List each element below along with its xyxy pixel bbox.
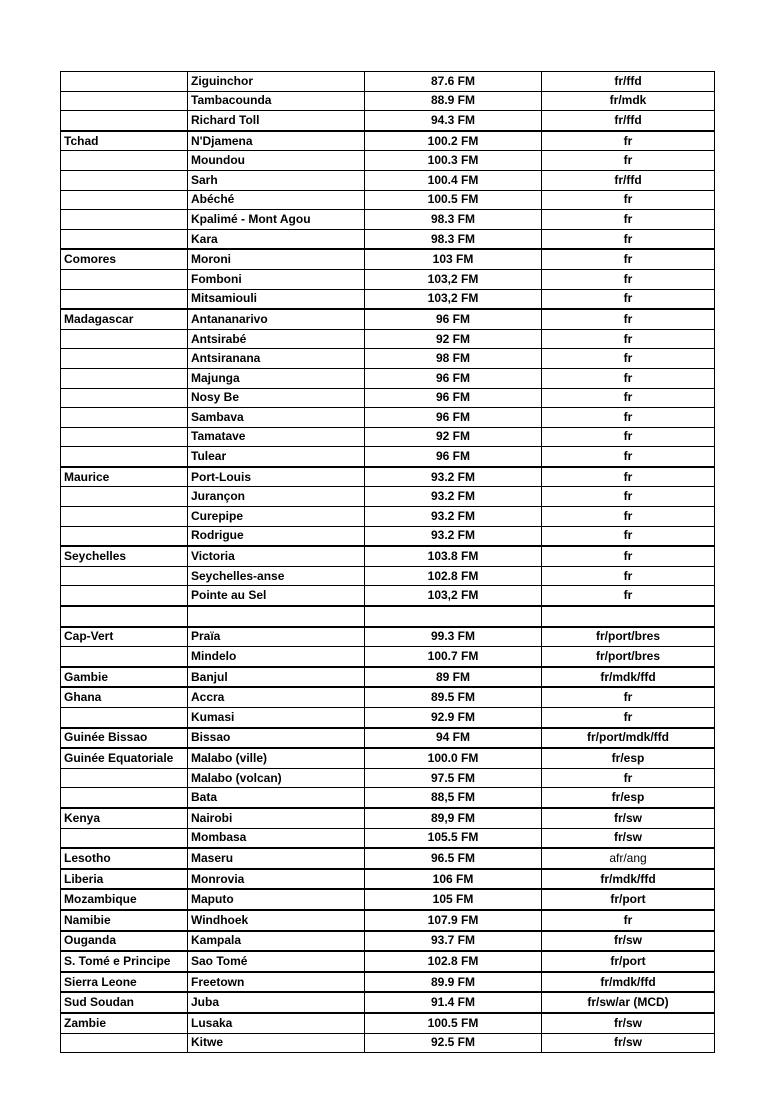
city-cell: Abéché [188, 190, 365, 210]
city-cell: Kara [188, 229, 365, 249]
table-row [61, 72, 715, 92]
country-cell: Maurice [61, 467, 188, 487]
language-cell: fr/port/bres [542, 627, 715, 647]
city-cell: Tulear [188, 447, 365, 467]
frequency-cell: 105.5 FM [365, 828, 542, 848]
frequency-cell: 92 FM [365, 329, 542, 349]
city-cell: Curepipe [188, 507, 365, 527]
country-cell [61, 151, 188, 171]
table-row [61, 507, 715, 527]
frequency-cell: 97.5 FM [365, 768, 542, 788]
table-row [61, 91, 715, 111]
city-cell: Freetown [188, 972, 365, 993]
language-cell: fr/mdk [542, 91, 715, 111]
table-row [61, 229, 715, 249]
country-cell [61, 349, 188, 369]
country-cell [61, 1033, 188, 1053]
table-row [61, 546, 715, 566]
table-row [61, 1013, 715, 1033]
language-cell: fr [542, 329, 715, 349]
frequency-cell: 100.5 FM [365, 190, 542, 210]
language-cell: fr [542, 289, 715, 309]
city-cell: Sarh [188, 170, 365, 190]
frequency-cell: 100.3 FM [365, 151, 542, 171]
country-cell: Comores [61, 249, 188, 269]
language-cell: fr [542, 131, 715, 151]
country-cell [61, 72, 188, 92]
language-cell: fr/sw [542, 808, 715, 828]
city-cell: Kampala [188, 931, 365, 952]
frequency-table-sheet [60, 71, 715, 1053]
country-cell: Seychelles [61, 546, 188, 566]
country-cell: Sud Soudan [61, 992, 188, 1013]
city-cell: Accra [188, 687, 365, 707]
frequency-cell: 100.5 FM [365, 1013, 542, 1033]
frequency-cell: 96 FM [365, 408, 542, 428]
language-cell: fr/port [542, 889, 715, 910]
table-row [61, 931, 715, 952]
table-row [61, 627, 715, 647]
table-row [61, 487, 715, 507]
frequency-cell: 96.5 FM [365, 848, 542, 869]
language-cell: fr [542, 349, 715, 369]
language-cell: fr/mdk/ffd [542, 667, 715, 688]
language-cell: fr [542, 687, 715, 707]
city-cell: Tambacounda [188, 91, 365, 111]
language-cell: fr [542, 427, 715, 447]
country-cell [61, 526, 188, 546]
language-cell: fr/sw [542, 1033, 715, 1053]
country-cell: Ghana [61, 687, 188, 707]
language-cell: fr [542, 368, 715, 388]
frequency-cell: 98 FM [365, 349, 542, 369]
city-cell: Port-Louis [188, 467, 365, 487]
language-cell: fr [542, 447, 715, 467]
table-row [61, 526, 715, 546]
table-row [61, 848, 715, 869]
frequency-cell: 93.7 FM [365, 931, 542, 952]
language-cell: fr [542, 309, 715, 329]
frequency-cell: 93.2 FM [365, 526, 542, 546]
city-cell: Juba [188, 992, 365, 1013]
table-row [61, 951, 715, 972]
language-cell: fr/ffd [542, 72, 715, 92]
language-cell: fr [542, 249, 715, 269]
country-cell [61, 91, 188, 111]
frequency-cell: 103 FM [365, 249, 542, 269]
frequency-cell: 92.9 FM [365, 708, 542, 728]
language-cell: fr [542, 408, 715, 428]
frequency-cell: 91.4 FM [365, 992, 542, 1013]
country-cell: S. Tomé e Principe [61, 951, 188, 972]
city-cell: Bata [188, 788, 365, 808]
frequency-cell: 100.0 FM [365, 748, 542, 768]
language-cell: fr/sw/ar (MCD) [542, 992, 715, 1013]
city-cell: Ziguinchor [188, 72, 365, 92]
table-row [61, 447, 715, 467]
table-row [61, 427, 715, 447]
country-cell: Tchad [61, 131, 188, 151]
frequency-cell: 102.8 FM [365, 951, 542, 972]
country-cell [61, 768, 188, 788]
frequency-cell: 96 FM [365, 447, 542, 467]
frequency-cell: 89.5 FM [365, 687, 542, 707]
city-cell: Kumasi [188, 708, 365, 728]
country-cell [61, 289, 188, 309]
country-cell: Namibie [61, 910, 188, 931]
frequency-cell: 107.9 FM [365, 910, 542, 931]
country-cell [61, 647, 188, 667]
city-cell: Malabo (ville) [188, 748, 365, 768]
city-cell: Majunga [188, 368, 365, 388]
table-row [61, 170, 715, 190]
frequency-cell: 105 FM [365, 889, 542, 910]
table-row [61, 1033, 715, 1053]
frequency-cell: 99.3 FM [365, 627, 542, 647]
table-row [61, 249, 715, 269]
city-cell: Banjul [188, 667, 365, 688]
city-cell: Bissao [188, 728, 365, 749]
language-cell: fr/esp [542, 748, 715, 768]
country-cell [61, 586, 188, 606]
country-cell [61, 329, 188, 349]
frequency-cell: 93.2 FM [365, 467, 542, 487]
language-cell: fr [542, 586, 715, 606]
frequency-cell: 92 FM [365, 427, 542, 447]
country-cell [61, 606, 188, 627]
table-row [61, 309, 715, 329]
table-row [61, 606, 715, 627]
city-cell: Seychelles-anse [188, 566, 365, 586]
table-row [61, 368, 715, 388]
country-cell: Guinée Bissao [61, 728, 188, 749]
frequency-cell: 103.8 FM [365, 546, 542, 566]
city-cell: Mindelo [188, 647, 365, 667]
table-row [61, 151, 715, 171]
language-cell: fr [542, 708, 715, 728]
language-cell: fr [542, 467, 715, 487]
language-cell: fr/ffd [542, 111, 715, 131]
frequency-cell: 96 FM [365, 368, 542, 388]
table-row [61, 728, 715, 749]
country-cell [61, 190, 188, 210]
country-cell [61, 229, 188, 249]
table-row [61, 889, 715, 910]
city-cell: Windhoek [188, 910, 365, 931]
city-cell: Richard Toll [188, 111, 365, 131]
country-cell [61, 788, 188, 808]
country-cell: Gambie [61, 667, 188, 688]
table-row [61, 566, 715, 586]
city-cell: Moundou [188, 151, 365, 171]
table-row [61, 687, 715, 707]
table-row [61, 111, 715, 131]
language-cell: fr/sw [542, 931, 715, 952]
table-row [61, 349, 715, 369]
frequency-cell: 103,2 FM [365, 586, 542, 606]
city-cell: Jurançon [188, 487, 365, 507]
table-row [61, 586, 715, 606]
frequency-cell: 100.2 FM [365, 131, 542, 151]
city-cell: Mitsamiouli [188, 289, 365, 309]
frequency-cell: 92.5 FM [365, 1033, 542, 1053]
city-cell: Moroni [188, 249, 365, 269]
frequency-cell: 88.9 FM [365, 91, 542, 111]
table-row [61, 869, 715, 890]
frequency-cell [365, 606, 542, 627]
country-cell [61, 566, 188, 586]
country-cell: Kenya [61, 808, 188, 828]
table-row [61, 269, 715, 289]
country-cell [61, 487, 188, 507]
frequency-cell: 93.2 FM [365, 487, 542, 507]
table-row [61, 788, 715, 808]
country-cell [61, 170, 188, 190]
table-row [61, 647, 715, 667]
city-cell: Lusaka [188, 1013, 365, 1033]
table-row [61, 408, 715, 428]
language-cell: fr [542, 526, 715, 546]
language-cell: fr [542, 269, 715, 289]
table-row [61, 768, 715, 788]
country-cell [61, 368, 188, 388]
country-cell: Ouganda [61, 931, 188, 952]
table-row [61, 467, 715, 487]
table-row [61, 808, 715, 828]
city-cell [188, 606, 365, 627]
city-cell: Kpalimé - Mont Agou [188, 210, 365, 230]
frequency-cell: 89 FM [365, 667, 542, 688]
country-cell: Zambie [61, 1013, 188, 1033]
city-cell: Pointe au Sel [188, 586, 365, 606]
city-cell: Rodrigue [188, 526, 365, 546]
language-cell: fr/port [542, 951, 715, 972]
table-row [61, 388, 715, 408]
country-cell: Sierra Leone [61, 972, 188, 993]
table-row [61, 972, 715, 993]
language-cell: fr/port/bres [542, 647, 715, 667]
frequency-cell: 100.7 FM [365, 647, 542, 667]
city-cell: Antsirabé [188, 329, 365, 349]
frequency-cell: 94.3 FM [365, 111, 542, 131]
country-cell [61, 408, 188, 428]
city-cell: Malabo (volcan) [188, 768, 365, 788]
city-cell: Victoria [188, 546, 365, 566]
language-cell: fr [542, 487, 715, 507]
language-cell: fr/esp [542, 788, 715, 808]
language-cell: fr [542, 388, 715, 408]
table-row [61, 910, 715, 931]
frequency-cell: 87.6 FM [365, 72, 542, 92]
country-cell [61, 427, 188, 447]
country-cell [61, 828, 188, 848]
frequency-cell: 93.2 FM [365, 507, 542, 527]
country-cell: Mozambique [61, 889, 188, 910]
language-cell: fr [542, 190, 715, 210]
language-cell: fr/ffd [542, 170, 715, 190]
city-cell: Monrovia [188, 869, 365, 890]
city-cell: Tamatave [188, 427, 365, 447]
language-cell: fr/sw [542, 1013, 715, 1033]
country-cell: Lesotho [61, 848, 188, 869]
city-cell: Kitwe [188, 1033, 365, 1053]
country-cell: Guinée Equatoriale [61, 748, 188, 768]
language-cell: fr [542, 566, 715, 586]
table-row [61, 210, 715, 230]
frequency-cell: 89.9 FM [365, 972, 542, 993]
language-cell: fr/sw [542, 828, 715, 848]
frequency-cell: 94 FM [365, 728, 542, 749]
frequency-cell: 100.4 FM [365, 170, 542, 190]
frequency-cell: 102.8 FM [365, 566, 542, 586]
frequency-cell: 98.3 FM [365, 210, 542, 230]
language-cell: fr [542, 229, 715, 249]
frequency-cell: 88,5 FM [365, 788, 542, 808]
country-cell [61, 507, 188, 527]
language-cell [542, 606, 715, 627]
language-cell: fr [542, 546, 715, 566]
frequency-table [60, 71, 715, 1053]
language-cell: fr [542, 910, 715, 931]
table-row [61, 992, 715, 1013]
table-row [61, 131, 715, 151]
city-cell: Nairobi [188, 808, 365, 828]
language-cell: fr [542, 768, 715, 788]
frequency-cell: 103,2 FM [365, 269, 542, 289]
frequency-cell: 89,9 FM [365, 808, 542, 828]
frequency-cell: 106 FM [365, 869, 542, 890]
city-cell: Sambava [188, 408, 365, 428]
country-cell [61, 269, 188, 289]
language-cell: fr [542, 507, 715, 527]
city-cell: N'Djamena [188, 131, 365, 151]
table-row [61, 329, 715, 349]
table-row [61, 708, 715, 728]
country-cell [61, 388, 188, 408]
frequency-cell: 96 FM [365, 309, 542, 329]
city-cell: Antananarivo [188, 309, 365, 329]
city-cell: Mombasa [188, 828, 365, 848]
country-cell [61, 210, 188, 230]
country-cell: Madagascar [61, 309, 188, 329]
city-cell: Maseru [188, 848, 365, 869]
language-cell: fr [542, 151, 715, 171]
frequency-cell: 96 FM [365, 388, 542, 408]
table-row [61, 667, 715, 688]
frequency-cell: 103,2 FM [365, 289, 542, 309]
country-cell: Cap-Vert [61, 627, 188, 647]
city-cell: Antsiranana [188, 349, 365, 369]
city-cell: Maputo [188, 889, 365, 910]
country-cell [61, 447, 188, 467]
language-cell: afr/ang [542, 848, 715, 869]
frequency-table-body [61, 72, 715, 1053]
language-cell: fr [542, 210, 715, 230]
frequency-cell: 98.3 FM [365, 229, 542, 249]
country-cell [61, 111, 188, 131]
language-cell: fr/mdk/ffd [542, 972, 715, 993]
table-row [61, 289, 715, 309]
language-cell: fr/mdk/ffd [542, 869, 715, 890]
table-row [61, 828, 715, 848]
city-cell: Fomboni [188, 269, 365, 289]
city-cell: Nosy Be [188, 388, 365, 408]
language-cell: fr/port/mdk/ffd [542, 728, 715, 749]
city-cell: Sao Tomé [188, 951, 365, 972]
country-cell [61, 708, 188, 728]
table-row [61, 190, 715, 210]
country-cell: Liberia [61, 869, 188, 890]
city-cell: Praïa [188, 627, 365, 647]
table-row [61, 748, 715, 768]
